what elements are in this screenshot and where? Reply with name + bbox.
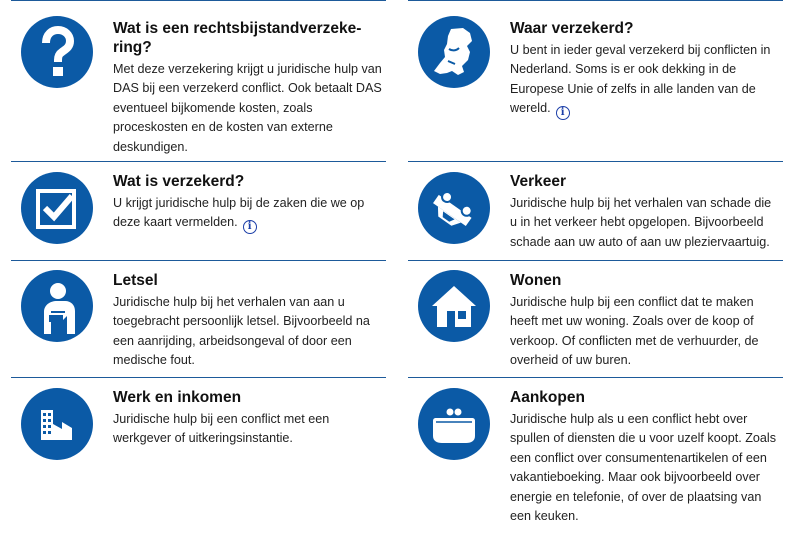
injured-person-icon	[21, 270, 93, 342]
factory-icon	[21, 388, 93, 460]
netherlands-map-icon	[418, 16, 490, 88]
card-title: Wat is een rechtsbijstandverzeke- ring?	[113, 20, 362, 56]
card-title: Letsel	[113, 272, 158, 289]
card-title: Waar verzekerd?	[510, 20, 634, 37]
card-description: Met deze verzekering krijgt u juridische hulp van DAS bij een verzekerd conflict. Ook betaalt DAS eventueel bijkomende kosten, zoals proceskosten en de kosten van externe deskundigen.	[113, 62, 382, 154]
info-icon[interactable]: i	[556, 106, 570, 120]
card-title: Wonen	[510, 272, 562, 289]
card-description: Juridische hulp bij het verhalen van aan u toegebracht persoonlijk letsel. Bijvoorbeeld na een aanrijding, arbeidsongeval of door een medische fout.	[113, 295, 370, 368]
card-description: Juridische hulp bij een conflict dat te maken heeft met uw woning. Zoals over de koop of verkoop. Of conflicten met de verhuurder, de overheid of uw buren.	[510, 295, 759, 368]
purse-icon	[418, 388, 490, 460]
overturned-car-icon	[418, 172, 490, 244]
house-icon	[418, 270, 490, 342]
card-title: Aankopen	[510, 389, 585, 406]
card-what-insured	[11, 161, 386, 260]
card-description: U bent in ieder geval verzekerd bij conflicten in Nederland. Soms is er ook dekking in de Europese Unie of zelfs in alle landen van de wereld.	[510, 43, 771, 116]
question-mark-icon	[21, 16, 93, 88]
card-description: Juridische hulp bij een conflict met een werkgever of uitkeringsinstantie.	[113, 412, 330, 446]
info-icon[interactable]: i	[243, 220, 257, 234]
card-purchases	[408, 377, 783, 528]
card-description: Juridische hulp als u een conflict hebt over spullen of diensten die u voor uzelf koopt. Zoals een conflict over consumentenartikelen of een vakantieboeking. Maar ook bijvoorbeeld over energie en telefonie, of over de plaatsing van een keuken.	[510, 412, 777, 524]
card-injury	[11, 260, 386, 377]
checkbox-icon	[21, 172, 93, 244]
card-where-insured	[408, 0, 783, 161]
card-housing	[408, 260, 783, 377]
card-traffic	[408, 161, 783, 260]
card-legal-insurance	[11, 0, 386, 161]
card-title: Wat is verzekerd?	[113, 173, 245, 190]
card-description: U krijgt juridische hulp bij de zaken die we op deze kaart vermelden.	[113, 196, 365, 230]
card-title: Werk en inkomen	[113, 389, 242, 406]
card-description: Juridische hulp bij het verhalen van schade die u in het verkeer hebt opgelopen. Bijvoorbeeld schade aan uw auto of aan uw pleziervaartuig.	[510, 196, 772, 249]
card-title: Verkeer	[510, 173, 567, 190]
card-work-income	[11, 377, 386, 528]
